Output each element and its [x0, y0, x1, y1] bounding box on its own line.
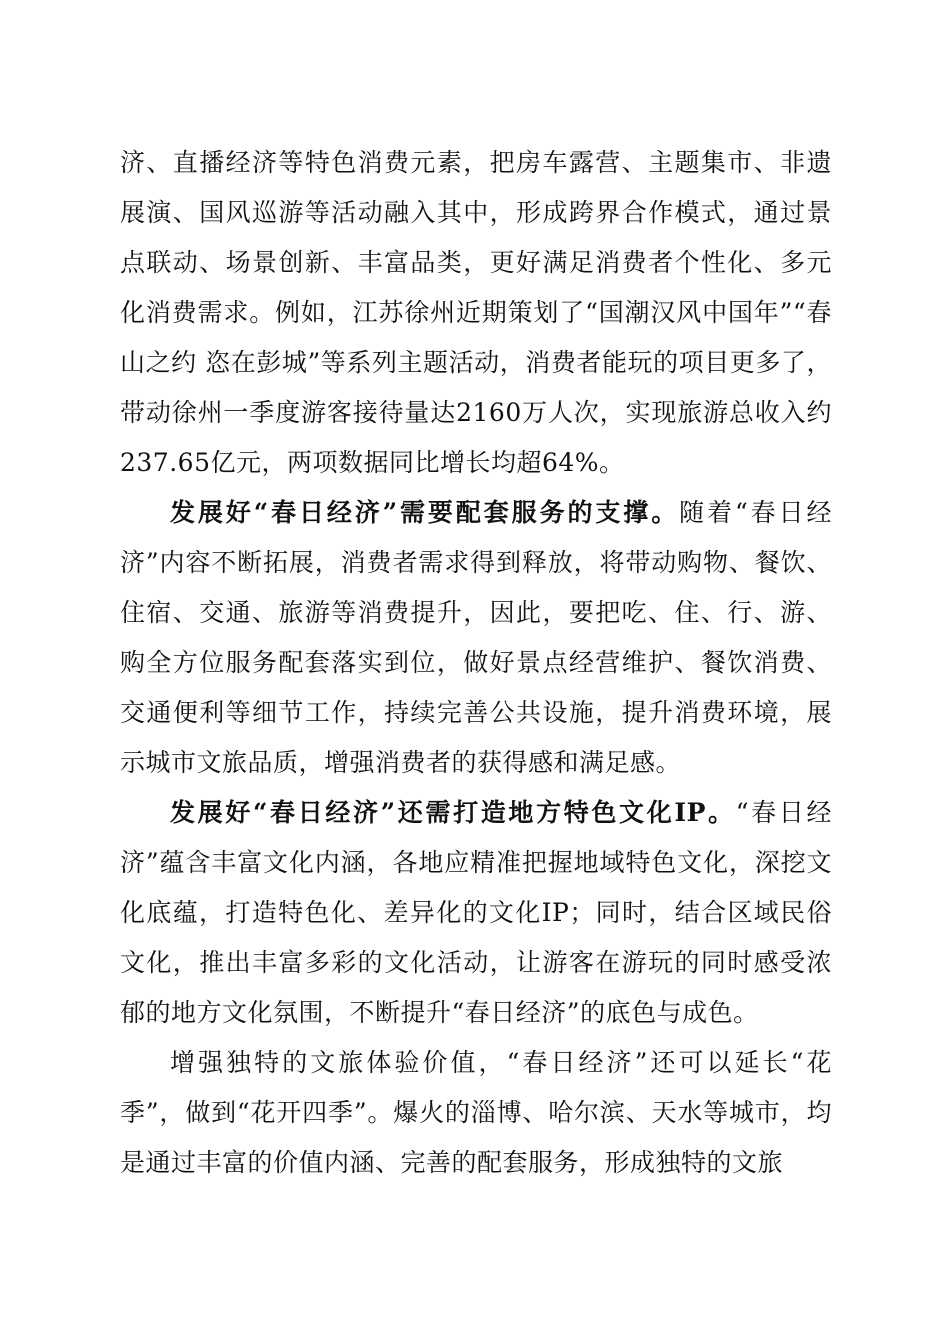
- paragraph-text: 济、直播经济等特色消费元素，把房车露营、主题集市、非遗展演、国风巡游等活动融入其中，形成跨界合作模式，通过景点联动、场景创新、丰富品类，更好满足消费者个性化、多元化消费需求。例如，江苏徐州近期策划了“国潮汉风中国年”“春山之约 恣在彭城”等系列主题活动，消费者能玩的项目更多了，带动徐州一季度游客接待量达2160万人次，实现旅游总收入约237.65亿元，两项数据同比增长均超64%。: [120, 148, 832, 477]
- paragraph-text: 随着“春日经济”内容不断拓展，消费者需求得到释放，将带动购物、餐饮、住宿、交通、旅游等消费提升，因此，要把吃、住、行、游、购全方位服务配套落实到位，做好景点经营维护、餐饮消费、交通便利等细节工作，持续完善公共设施，提升消费环境，展示城市文旅品质，增强消费者的获得感和满足感。: [120, 498, 833, 777]
- paragraph-lead-bold: 发展好“春日经济”需要配套服务的支撑。: [170, 498, 680, 527]
- paragraph-cultural-ip: [120, 788, 832, 1038]
- article-body: [120, 138, 832, 1188]
- paragraph-continuation: [120, 138, 832, 488]
- paragraph-supporting-services: [120, 488, 832, 788]
- paragraph-lead-bold: 发展好“春日经济”还需打造地方特色文化IP。: [170, 798, 736, 827]
- paragraph-experience-value: [120, 1038, 832, 1188]
- paragraph-text: “春日经济”蕴含丰富文化内涵，各地应精准把握地域特色文化，深挖文化底蕴，打造特色化、差异化的文化IP；同时，结合区域民俗文化，推出丰富多彩的文化活动，让游客在游玩的同时感受浓郁的地方文化氛围，不断提升“春日经济”的底色与成色。: [120, 798, 832, 1027]
- paragraph-text: 增强独特的文旅体验价值，“春日经济”还可以延长“花季”，做到“花开四季”。爆火的淄博、哈尔滨、天水等城市，均是通过丰富的价值内涵、完善的配套服务，形成独特的文旅: [120, 1048, 832, 1177]
